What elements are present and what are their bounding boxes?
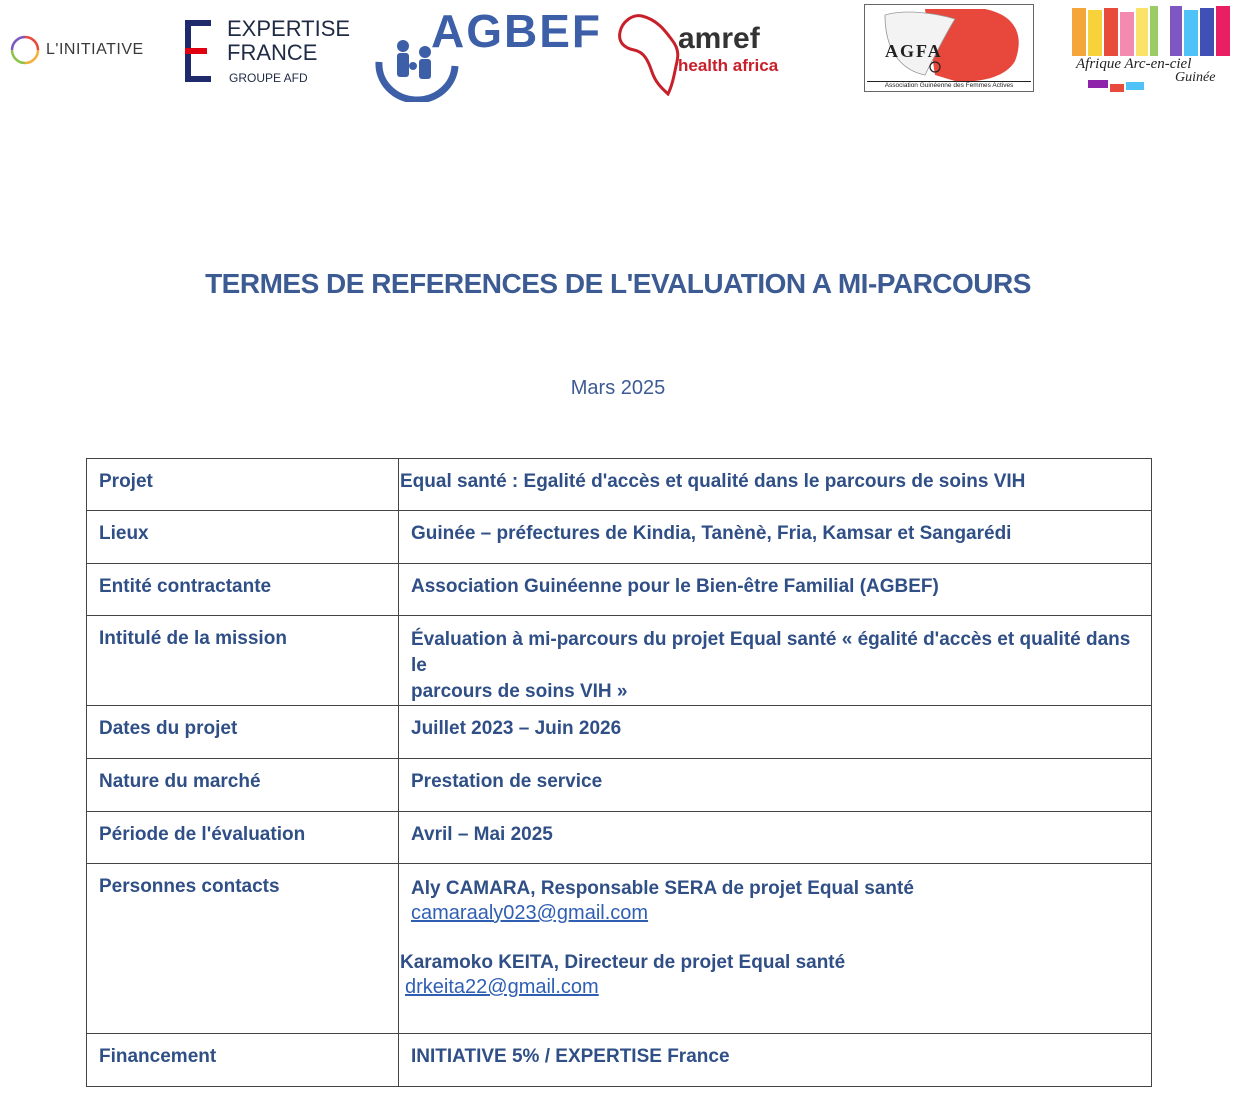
intitule-line2: parcours de soins VIH » (411, 681, 628, 702)
agfa-logo-subtitle: Association Guinéenne des Femmes Actives (867, 81, 1031, 89)
table-row (87, 459, 1152, 511)
initiative-logo-text: L'INITIATIVE (46, 41, 144, 58)
initiative-ring-icon (10, 35, 40, 65)
row-label-entite: Entité contractante (87, 564, 399, 616)
row-label-projet: Projet (87, 459, 399, 511)
row-value-contacts (399, 864, 1152, 1034)
expertise-france-mark-icon (183, 20, 213, 82)
table-row (87, 1034, 1152, 1087)
agfa-logo-text: AGFA (885, 41, 943, 61)
intitule-line1: Évaluation à mi-parcours du projet Equal santé « égalité d'accès et qualité dans le (411, 629, 1131, 676)
amref-line2: health africa (678, 56, 779, 75)
row-label-periode: Période de l'évaluation (87, 812, 399, 864)
table-row (87, 812, 1152, 864)
row-value-dates: Juillet 2023 – Juin 2026 (399, 706, 1152, 759)
afrique-logo-line1: Afrique Arc-en-ciel (1076, 56, 1192, 72)
row-label-dates: Dates du projet (87, 706, 399, 759)
table-row (87, 511, 1152, 564)
row-label-intitule: Intitulé de la mission (87, 616, 399, 706)
document-title: TERMES DE REFERENCES DE L'EVALUATION A MI-PARCOURS (205, 268, 1031, 299)
row-label-contacts: Personnes contacts (87, 864, 399, 1034)
row-value-projet: Equal santé : Egalité d'accès et qualité dans le parcours de soins VIH (399, 459, 1152, 511)
row-label-financement: Financement (87, 1034, 399, 1087)
rainbow-bars-icon (1070, 4, 1245, 98)
table-row (87, 616, 1152, 706)
table-row (87, 564, 1152, 616)
afrique-arc-en-ciel-logo (1070, 4, 1245, 98)
expertise-line1: EXPERTISE (227, 16, 351, 41)
expertise-france-logo (183, 16, 351, 86)
row-value-entite: Association Guinéenne pour le Bien-être Familial (AGBEF) (399, 564, 1152, 616)
amref-logo (614, 10, 809, 96)
project-info-table (86, 458, 1152, 1087)
table-row (87, 864, 1152, 1034)
contact-1-name: Aly CAMARA, Responsable SERA de projet Equal santé (411, 878, 914, 899)
row-value-periode: Avril – Mai 2025 (399, 812, 1152, 864)
row-label-nature: Nature du marché (87, 759, 399, 812)
row-label-lieux: Lieux (87, 511, 399, 564)
contact-2-email-link[interactable]: drkeita22@gmail.com (405, 976, 599, 998)
afrique-logo-line2: Guinée (1175, 70, 1216, 85)
initiative-logo (10, 28, 150, 72)
row-value-intitule (399, 616, 1152, 706)
row-value-lieux: Guinée – préfectures de Kindia, Tanènè, Fria, Kamsar et Sangarédi (399, 511, 1152, 564)
agbef-logo-text: AGBEF (431, 5, 602, 57)
table-row (87, 706, 1152, 759)
table-row (87, 759, 1152, 812)
agfa-logo (864, 4, 1034, 92)
document-date: Mars 2025 (570, 377, 666, 399)
expertise-line2: FRANCE (227, 40, 318, 65)
agbef-logo (373, 4, 602, 100)
row-value-nature: Prestation de service (399, 759, 1152, 812)
expertise-line3: GROUPE AFD (229, 71, 308, 85)
amref-line1: amref (678, 22, 760, 55)
contact-1-email-link[interactable]: camaraaly023@gmail.com (411, 902, 649, 924)
contact-2-name: Karamoko KEITA, Directeur de projet Equal santé (400, 952, 846, 973)
row-value-financement: INITIATIVE 5% / EXPERTISE France (399, 1034, 1152, 1087)
